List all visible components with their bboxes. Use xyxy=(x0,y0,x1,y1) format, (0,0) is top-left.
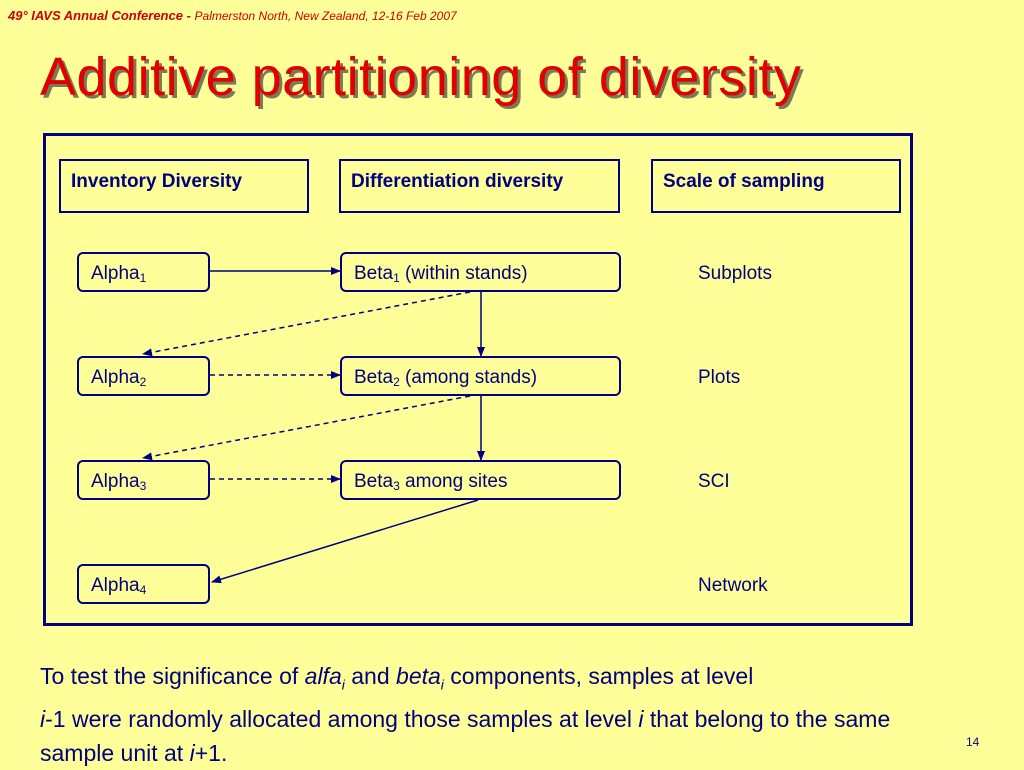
arrow-beta2-alpha3 xyxy=(143,396,470,458)
alpha-3-subscript: 3 xyxy=(139,479,147,493)
inventory-diversity-label: Inventory Diversity xyxy=(71,171,243,192)
beta-1-subscript: 1 xyxy=(393,271,400,285)
beta-3-label: Beta xyxy=(354,471,394,492)
footer-i-1: i xyxy=(40,705,46,732)
alpha-2-subscript: 2 xyxy=(139,375,147,389)
beta-1-label: Beta xyxy=(354,263,394,284)
beta-3-subscript: 3 xyxy=(393,479,400,493)
footer-text-2: and xyxy=(344,663,397,689)
alpha-2-label: Alpha xyxy=(91,367,140,388)
alpha-1-label: Alpha xyxy=(91,263,140,284)
footer-text-5: that belong to the same sample unit at xyxy=(40,705,891,766)
scale-subplots: Subplots xyxy=(698,263,772,284)
footer-beta xyxy=(396,663,444,693)
conference-place: Palmerston North, New Zealand, 12-16 Feb 2007 xyxy=(194,9,457,23)
alpha-1-subscript: 1 xyxy=(139,271,147,285)
beta-2-description: (among stands) xyxy=(399,367,538,388)
footer-text-4: -1 were randomly allocated among those samples at level xyxy=(45,705,639,732)
footer-beta-word: beta xyxy=(396,663,441,689)
scale-sci: SCI xyxy=(698,471,730,492)
alpha-4-label: Alpha xyxy=(91,575,140,596)
alpha-3-label: Alpha xyxy=(91,471,140,492)
beta-2-label: Beta xyxy=(354,367,394,388)
footer-text xyxy=(40,659,960,770)
differentiation-diversity-label: Differentiation diversity xyxy=(351,171,564,192)
beta-2-subscript: 2 xyxy=(393,375,400,389)
footer-text-6: +1. xyxy=(194,739,228,766)
beta-1-description: (within stands) xyxy=(399,263,528,284)
footer-text-1: To test the significance of xyxy=(40,663,305,689)
arrow-beta1-alpha2 xyxy=(143,292,470,354)
scale-of-sampling-label: Scale of sampling xyxy=(663,171,825,192)
footer-text-3: components, samples at level xyxy=(443,663,754,689)
footer-i-2: i xyxy=(638,705,644,732)
footer-alfa-subscript: i xyxy=(341,676,345,693)
footer-alfa-word: alfa xyxy=(304,663,342,689)
slide-title: Additive partitioning of diversity xyxy=(40,47,802,107)
conference-name: 49° IAVS Annual Conference - xyxy=(8,8,191,23)
beta-3-description: among sites xyxy=(399,471,508,492)
arrow-beta3-alpha4 xyxy=(212,500,478,582)
alpha-4-subscript: 4 xyxy=(139,583,147,597)
footer-i-3: i xyxy=(189,739,195,766)
footer-beta-subscript: i xyxy=(440,676,444,693)
footer-alfa xyxy=(304,663,345,693)
scale-plots: Plots xyxy=(698,367,741,388)
scale-network: Network xyxy=(698,575,768,596)
page-number: 14 xyxy=(966,735,980,749)
